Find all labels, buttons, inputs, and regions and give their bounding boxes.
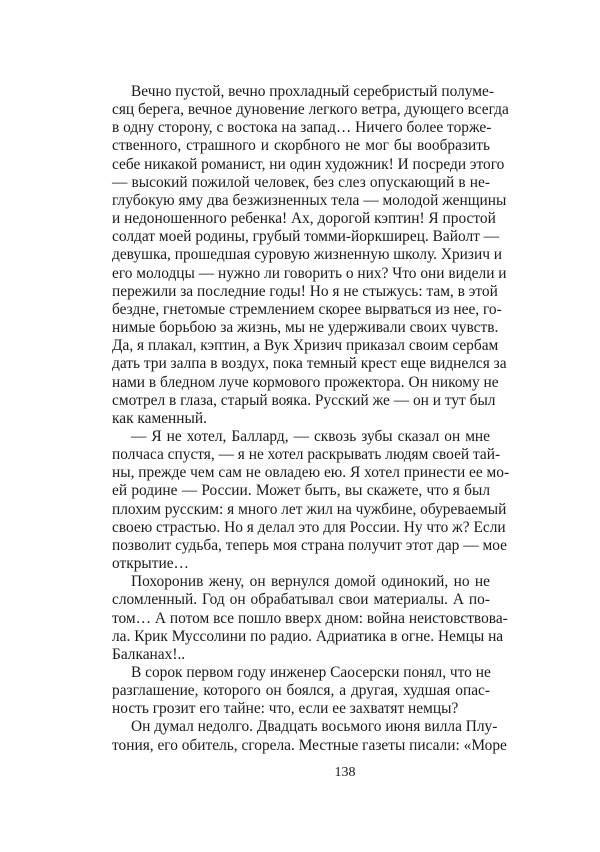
text-line: разглашение, которого он боялся, а другая, худшая опас-	[112, 682, 490, 700]
text-line: открытие…	[112, 555, 189, 573]
paragraph	[112, 664, 490, 718]
text-line: бездне, гнетомые стремлением скорее вырваться из нее, го-	[112, 300, 502, 318]
text-line: позволит судьба, теперь моя страна получит этот дар — мое	[112, 536, 507, 554]
text-line: себе никакой романист, ни один художник! И посреди этого	[112, 155, 505, 173]
text-line: ей родине — России. Может быть, вы скажете, что я был	[112, 482, 490, 500]
text-line: нами в бледном луче кормового прожектора. Он никому не	[112, 373, 499, 391]
paragraph	[112, 718, 507, 754]
page-body-text	[112, 83, 510, 755]
text-line: полчаса спустя, — я не хотел раскрывать людям своей тай-	[112, 446, 501, 464]
text-line: глубокую яму два безжизненных тела — молодой женщины	[112, 191, 507, 209]
text-line: Похоронив жену, он вернулся домой одинокий, но не	[131, 573, 490, 591]
text-line: — высокий пожилой человек, без слез опускающий в не-	[112, 173, 490, 191]
text-line: ны, прежде чем сам не овладею ею. Я хотел принести ее мо-	[112, 464, 510, 482]
text-line: том… А потом все пошло вверх дном: война неистовствова-	[112, 609, 508, 627]
text-line: пережили за последние годы! Но я не стыжусь: там, в этой	[112, 282, 498, 300]
text-line: ственного, страшного и скорбного не мог бы вообразить	[112, 137, 490, 155]
text-line: В сорок первом году инженер Саосерски понял, что не	[131, 664, 491, 681]
page-number: 138	[334, 765, 356, 780]
paragraph	[112, 83, 509, 428]
text-line: солдат моей родины, грубый томми-йоркширец. Вайолт —	[112, 228, 500, 246]
paragraph	[112, 573, 508, 664]
text-line: тония, его обитель, сгорела. Местные газеты писали: «Море	[112, 736, 507, 754]
paragraph	[112, 427, 510, 573]
text-line: своею страстью. Но я делал это для России. Ну что ж? Если	[112, 518, 506, 536]
text-line: в одну сторону, с востока на запад… Ничего более торже-	[112, 119, 492, 137]
text-line: девушка, прошедшая суровую жизненную школу. Хризич и	[112, 246, 503, 264]
text-line: ла. Крик Муссолини по радио. Адриатика в огне. Немцы на	[112, 627, 504, 645]
text-line: как каменный.	[112, 409, 207, 427]
text-line: плохим русским: я много лет жил на чужбине, обуреваемый	[112, 500, 507, 518]
text-line: ность грозит его тайне: что, если ее захватят немцы?	[112, 700, 459, 718]
text-line: Вечно пустой, вечно прохладный серебристый полуме-	[131, 83, 494, 100]
text-line: дать три залпа в воздух, пока темный крест еще виднелся за	[112, 355, 507, 373]
text-line: смотрел в глаза, старый вояка. Русский же — он и тут был	[112, 391, 496, 409]
text-line: Он думал недолго. Двадцать восьмого июня вилла Плу-	[131, 718, 498, 736]
text-line: Да, я плакал, кэптин, а Вук Хризич приказал своим сербам	[112, 337, 499, 355]
text-line: — Я не хотел, Баллард, — сквозь зубы сказал он мне	[131, 427, 490, 445]
text-line: Балканах!..	[112, 645, 186, 663]
text-line: его молодцы — нужно ли говорить о них? Что они видели и	[112, 264, 507, 282]
text-line: сяц берега, вечное дуновение легкого ветра, дующего всегда	[112, 101, 509, 119]
text-line: нимые борьбою за жизнь, мы не удерживали своих чувств.	[112, 319, 499, 337]
text-line: сломленный. Год он обрабатывал свои материалы. А по-	[112, 591, 490, 609]
text-line: и недоношенного ребенка! Ах, дорогой кэптин! Я простой	[112, 210, 496, 228]
